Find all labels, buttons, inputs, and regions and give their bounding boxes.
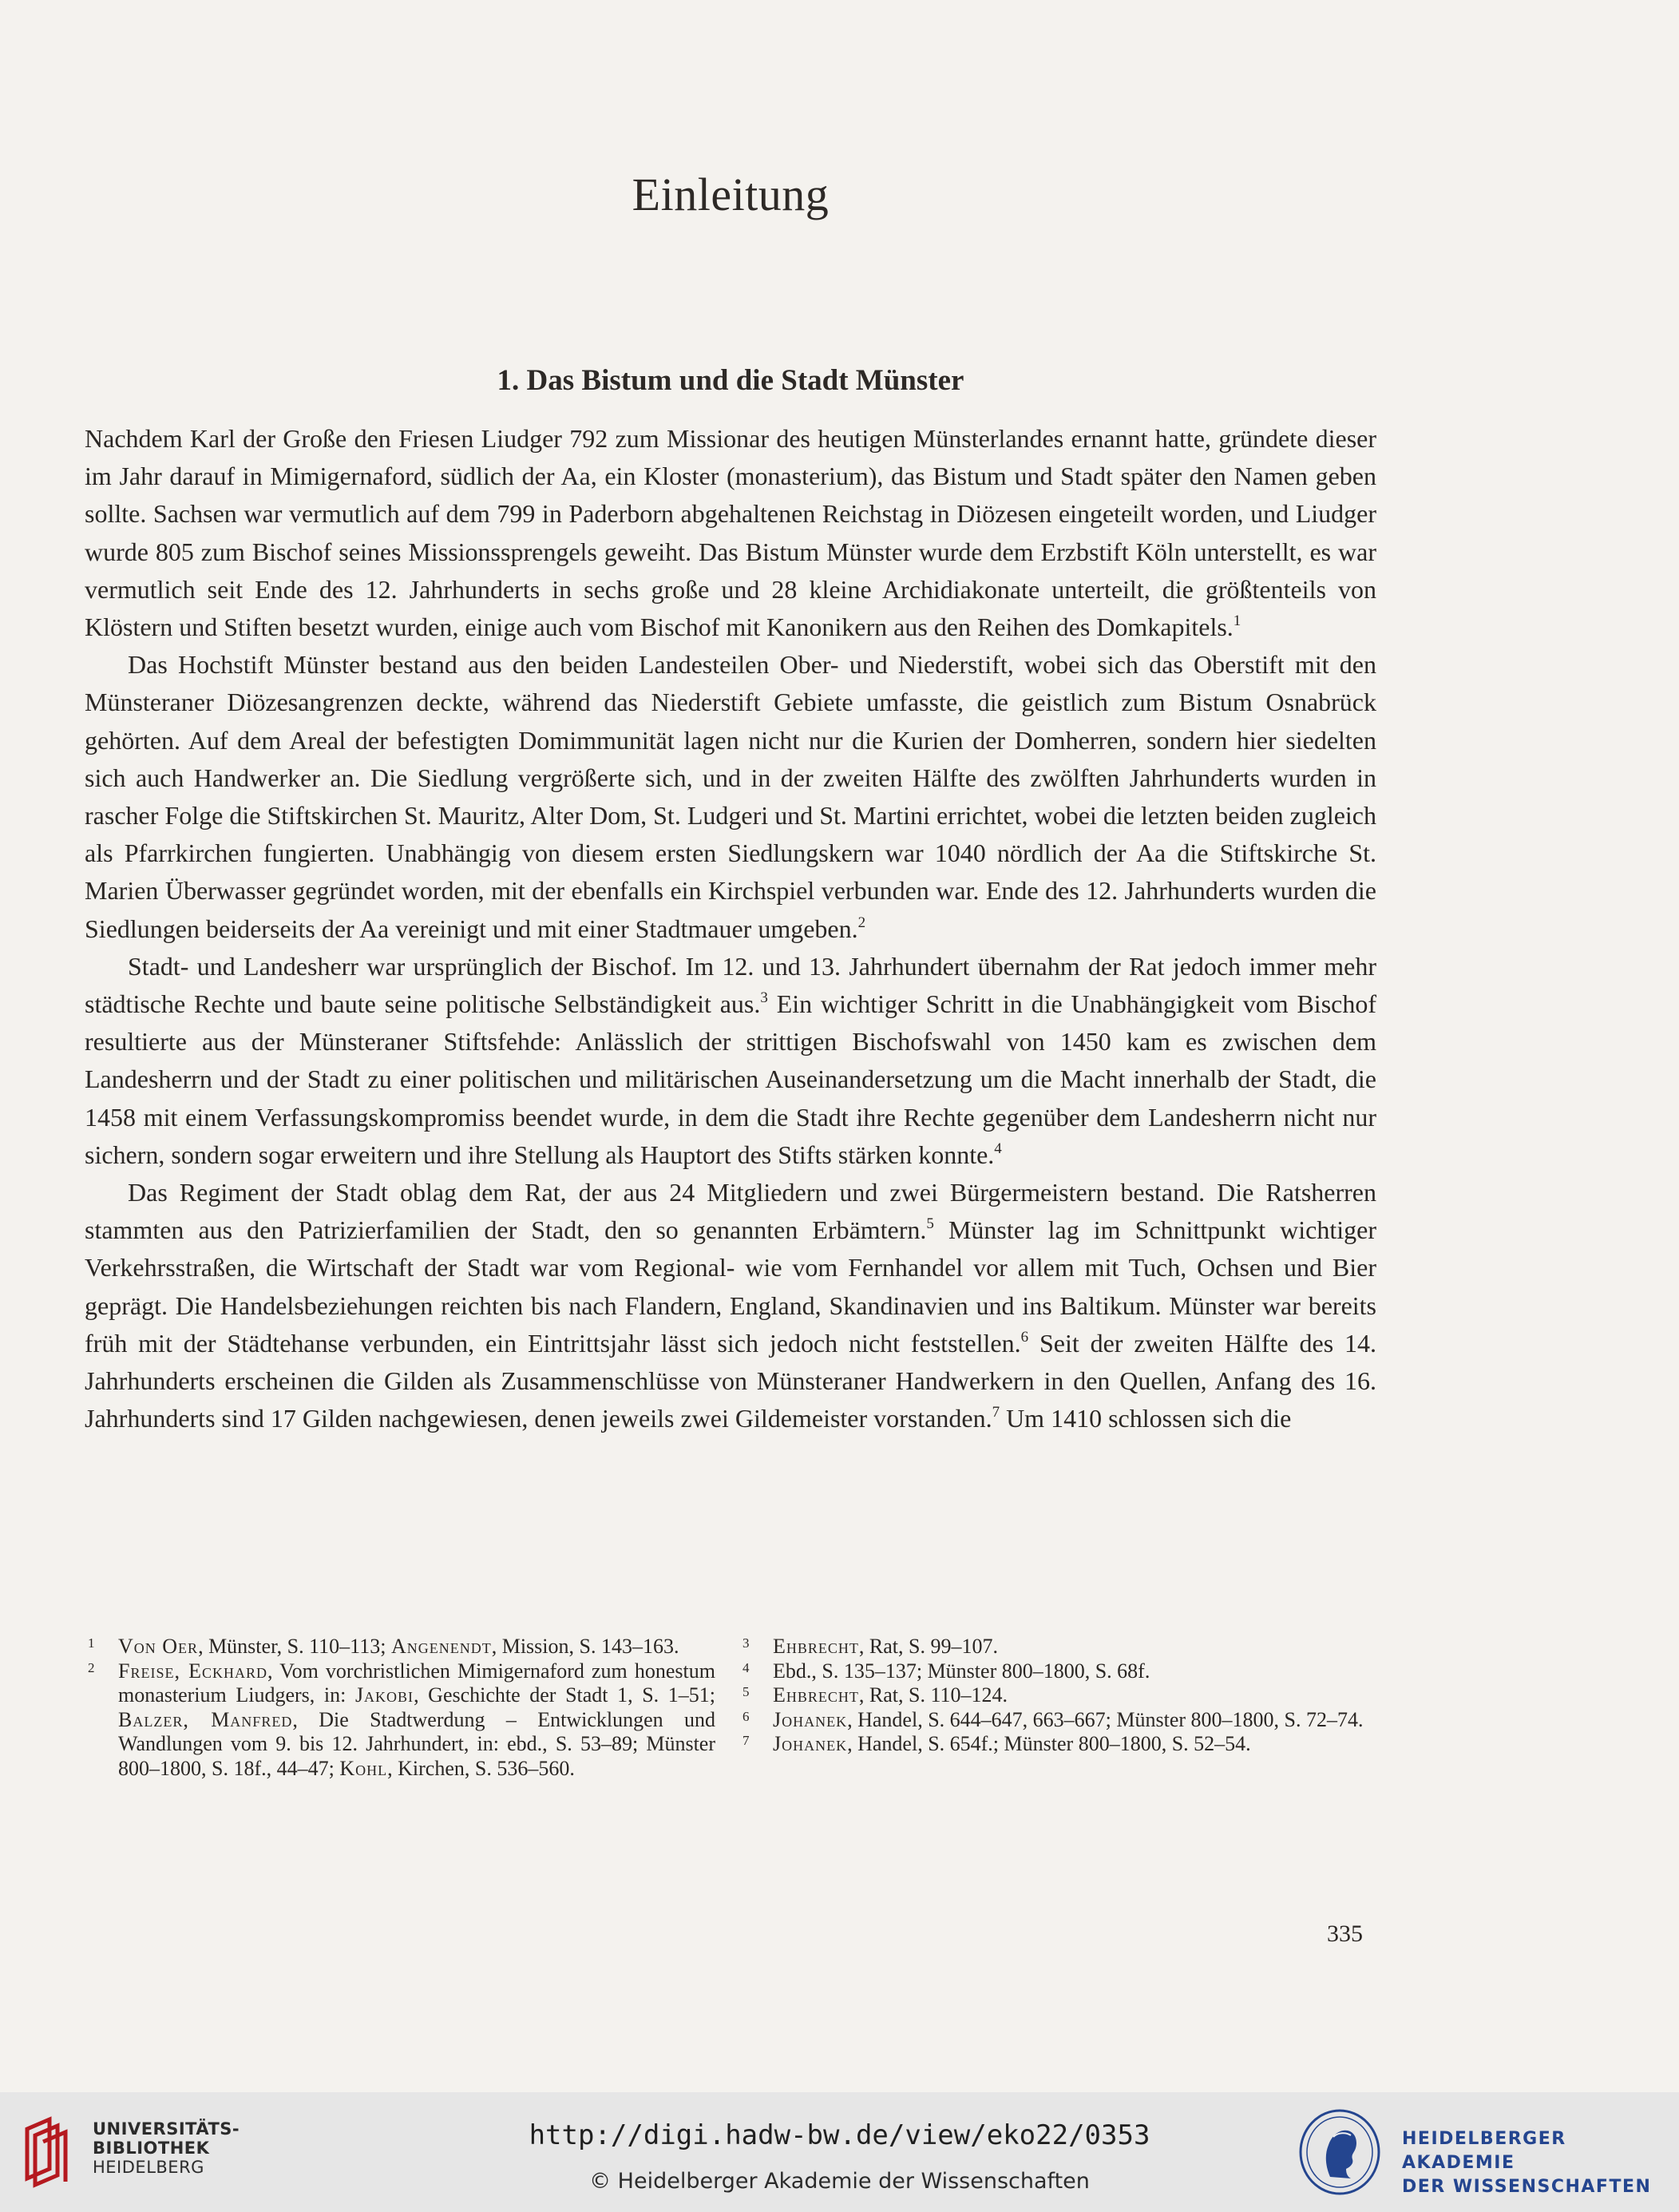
hadw-name-line: DER WISSENSCHAFTEN <box>1402 2177 1652 2197</box>
citation-text: , Rat, S. 110–124. <box>858 1683 1008 1707</box>
citation-text: , Vom vorchristlichen Mimigernaford zum honestum monasterium Liudgers, in: <box>118 1659 715 1707</box>
footnote-ref: 5 <box>926 1215 934 1233</box>
footnote-ref: 7 <box>992 1404 1000 1421</box>
footnote-number: 5 <box>742 1684 750 1700</box>
paragraph-text: Das Regiment der Stadt oblag dem Rat, der aus 24 Mitgliedern und zwei Bürgermeistern bestand. Die Ratsherren stammten aus den Patrizierfamilien der Stadt, den so genannten Erbämtern. <box>85 1178 1376 1245</box>
footnote <box>85 1635 715 1659</box>
footnote-ref: 4 <box>994 1140 1002 1157</box>
footnote <box>739 1635 1376 1659</box>
citation-text: , Rat, S. 99–107. <box>858 1635 998 1658</box>
paragraph <box>85 420 1376 646</box>
footnote <box>739 1732 1376 1757</box>
footnote-number: 4 <box>742 1659 750 1675</box>
paragraph <box>85 948 1376 1174</box>
footnote-text <box>773 1635 1376 1659</box>
paragraph-text: Münster lag im Schnittpunkt wichtiger Verkehrsstraßen, die Wirtschaft der Stadt war vom Regional- wie vom Fernhandel vor allem mit Tuch, Ochsen und Bier geprägt. Die Handelsbeziehungen reichten bis nach Flandern, England, Skandinavien und ins Baltikum. Münster war bereits früh mit der Städtehanse verbunden, ein Eintrittsjahr lässt sich jedoch nicht feststellen. <box>85 1215 1377 1358</box>
author-name: Ehbrecht <box>773 1683 859 1707</box>
ub-name-line: HEIDELBERG <box>93 2158 204 2177</box>
paragraph <box>85 646 1376 948</box>
permalink-url[interactable]: http://digi.hadw-bw.de/view/eko22/0353 <box>529 2119 1150 2151</box>
citation-text: , Geschichte der Stadt 1, S. 1–51; <box>414 1683 715 1707</box>
footnote-number: 3 <box>742 1635 750 1651</box>
hadw-seal-icon[interactable] <box>1298 2108 1381 2196</box>
footnote-text <box>118 1659 715 1782</box>
page-content <box>85 168 1376 1437</box>
footnotes-left-column <box>85 1635 715 1782</box>
paragraph <box>85 1174 1376 1437</box>
paragraph-text: Das Hochstift Münster bestand aus den beiden Landesteilen Ober- und Niederstift, wobei sich das Oberstift mit den Münsteraner Diözesangrenzen deckte, während das Niederstift Gebiete umfasste, die geistlich zum Bistum Osnabrück gehörten. Auf dem Areal der befestigten Domimmunität lagen nicht nur die Kurien der Domherren, sondern hier siedelten sich auch Handwerker an. Die Siedlung vergrößerte sich, und in der zweiten Hälfte des zwölften Jahrhunderts wurden in rascher Folge die Stiftskirchen St. Mauritz, Alter Dom, St. Ludgeri und St. Martini errichtet, wobei die letzten beiden zugleich als Pfarrkirchen fungierten. Unabhängig von diesem ersten Siedlungskern war 1040 nördlich der Aa die Stiftskirche St. Marien Überwasser gegründet worden, mit der ebenfalls ein Kirchspiel verbunden war. Ende des 12. Jahrhunderts wurden die Siedlungen beiderseits der Aa vereinigt und mit einer Stadtmauer umgeben. <box>85 650 1376 943</box>
author-name: Kohl <box>339 1756 388 1780</box>
paragraph-text: Nachdem Karl der Große den Friesen Liudger 792 zum Missionar des heutigen Münsterlandes ernannt hatte, gründete dieser im Jahr darauf in Mimigernaford, südlich der Aa, ein Kloster (monasterium), das Bistum und Stadt später den Namen geben sollte. Sachsen war vermutlich auf dem 799 in Paderborn abgehaltenen Reichstag in Diözesen eingeteilt worden, und Liudger wurde 805 zum Bischof seines Missionssprengels geweiht. Das Bistum Münster wurde dem Erzbstift Köln unterstellt, es war vermutlich seit Ende des 12. Jahrhunderts in sechs große und 28 kleine Archidiakonate unterteilt, die größtenteils von Klöstern und Stiften besetzt wurden, einige auch vom Bischof mit Kanonikern aus den Reihen des Domkapitels. <box>85 424 1376 642</box>
footnote-ref: 6 <box>1020 1328 1029 1346</box>
author-name: Von Oer <box>118 1635 199 1658</box>
footnote-number: 6 <box>742 1708 750 1724</box>
citation-text: , Handel, S. 654f.; Münster 800–1800, S. 52–54. <box>847 1732 1251 1756</box>
hadw-name-line: HEIDELBERGER AKADEMIE <box>1402 2129 1566 2173</box>
author-name: Freise, Eckhard <box>118 1659 267 1683</box>
footnote-text <box>773 1708 1376 1733</box>
citation-text: Ebd., S. 135–137; Münster 800–1800, S. 68f. <box>773 1659 1150 1683</box>
citation-text: , Die Stadtwerdung – Entwicklungen und Wandlungen vom 9. bis 12. Jahrhundert, in: ebd., S. 53–89; Münster 800–1800, S. 18f., 44–47; <box>118 1707 715 1780</box>
footnote-text <box>773 1659 1376 1684</box>
footnote-number: 7 <box>742 1733 750 1749</box>
citation-text: , Mission, S. 143–163. <box>491 1635 679 1658</box>
author-name: Jakobi <box>354 1683 414 1707</box>
ub-name-line: BIBLIOTHEK <box>93 2139 210 2158</box>
paragraph-text: Ein wichtiger Schritt in die Unabhängigkeit vom Bischof resultierte aus der Münsteraner Stiftsfehde: Anlässlich der strittigen Bischofswahl von 1450 kam es zwischen dem Landesherrn und der Stadt zu einer politischen und militärischen Auseinandersetzung um die Macht innerhalb der Stadt, die 1458 mit einem Verfassungskompromiss beendet wurde, in dem die Stadt ihre Rechte gegenüber dem Landesherrn nicht nur sichern, sondern sogar erweitern und ihre Stellung als Hauptort des Stifts stärken konnte. <box>85 989 1377 1169</box>
citation-text: , Münster, S. 110–113; <box>198 1635 391 1658</box>
citation-text: , Handel, S. 644–647, 663–667; Münster 800–1800, S. 72–74. <box>847 1707 1364 1731</box>
section-heading: 1. Das Bistum und die Stadt Münster <box>497 364 964 397</box>
footnote-ref: 3 <box>760 989 768 1007</box>
paragraph-text: Um 1410 schlossen sich die <box>1000 1404 1292 1433</box>
paragraph-text: Seit der zweiten Hälfte des 14. Jahrhunderts erscheinen die Gilden als Zusammenschlüsse von Münsteraner Handwerkern in den Quellen, Anfang des 16. Jahrhunderts sind 17 Gilden nachgewiesen, denen jeweils zwei Gildemeister vorstanden. <box>85 1328 1377 1433</box>
viewer-footer <box>0 2092 1679 2212</box>
body-text <box>85 420 1376 1437</box>
author-name: Balzer, Manfred <box>118 1707 293 1731</box>
footnote <box>739 1683 1376 1708</box>
author-name: Johanek <box>773 1732 848 1756</box>
paragraph-text: Stadt- und Landesherr war ursprünglich der Bischof. Im 12. und 13. Jahrhundert übernahm der Rat jedoch immer mehr städtische Rechte und baute seine politische Selbständigkeit aus. <box>85 951 1376 1019</box>
footnote-text <box>118 1635 715 1659</box>
author-name: Johanek <box>773 1707 848 1731</box>
footnotes <box>85 1635 1376 1782</box>
page-number: 335 <box>1327 1921 1363 1947</box>
footnote-number: 2 <box>88 1659 95 1675</box>
footnote <box>85 1659 715 1782</box>
copyright-notice: © Heidelberger Akademie der Wissenschaften <box>589 2169 1090 2194</box>
chapter-title: Einleitung <box>632 168 830 220</box>
footnote-ref: 1 <box>1233 612 1241 630</box>
hadw-name[interactable] <box>1402 2127 1679 2199</box>
footnote-text <box>773 1732 1376 1757</box>
author-name: Ehbrecht <box>773 1635 859 1658</box>
author-name: Angenendt <box>390 1635 492 1658</box>
footnote <box>739 1708 1376 1733</box>
footnote-text <box>773 1683 1376 1708</box>
footnotes-right-column <box>739 1635 1376 1782</box>
citation-text: , Kirchen, S. 536–560. <box>387 1756 575 1780</box>
ub-name-line: UNIVERSITÄTS- <box>93 2119 240 2139</box>
footnote-ref: 2 <box>857 914 866 931</box>
footnote-number: 1 <box>88 1635 95 1651</box>
footnote <box>739 1659 1376 1684</box>
